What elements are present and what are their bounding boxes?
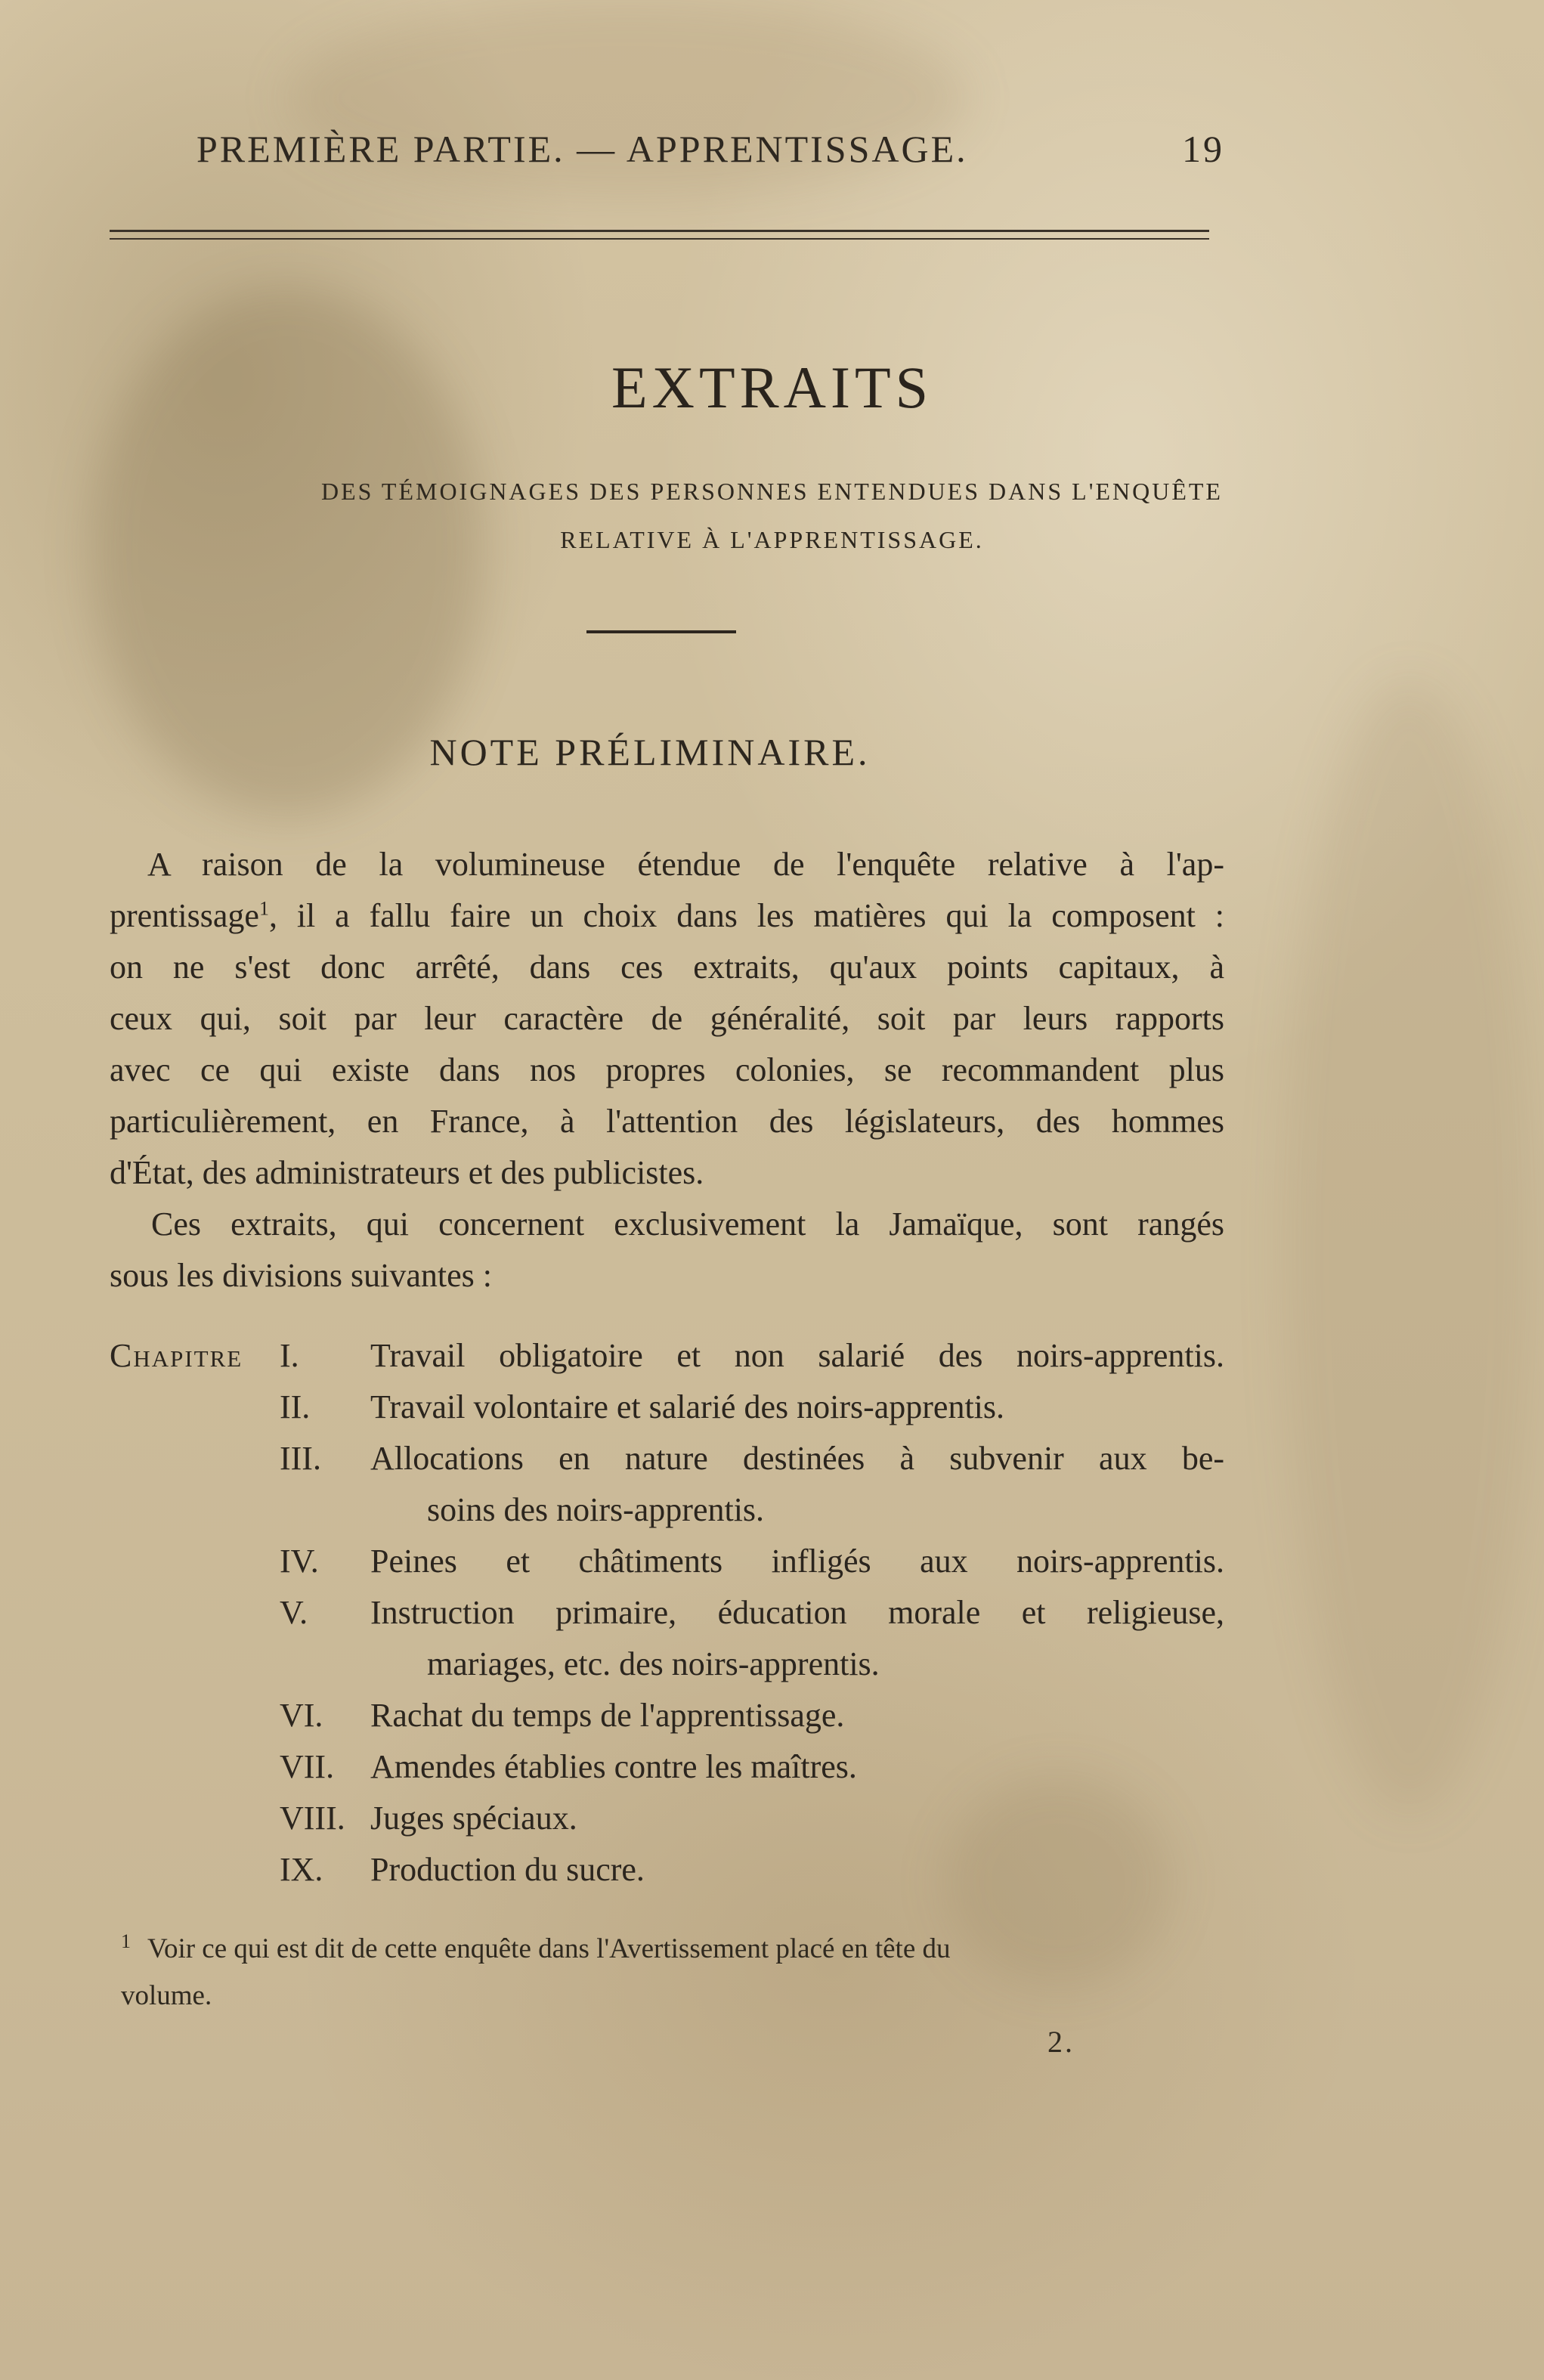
paragraph-1-line-3: on ne s'est donc arrêté, dans ces extraits, qu'aux points capitaux, à [110, 949, 1224, 986]
chapter-title: Allocations en nature destinées à subvenir aux be- [370, 1440, 1224, 1477]
page-number: 19 [1182, 128, 1224, 170]
running-head [196, 127, 1224, 171]
chapter-title: Production du sucre. [370, 1851, 645, 1888]
chapter-item [110, 1844, 1236, 1896]
chapter-title: Instruction primaire, éducation morale et religieuse, [370, 1594, 1224, 1631]
chapter-numeral: VII. [280, 1748, 335, 1785]
chapter-numeral: V. [280, 1594, 308, 1631]
footnote-text: Voir ce qui est dit de cette enquête dans l'Avertissement placé en tête du [147, 1933, 951, 1964]
chapter-item [110, 1433, 1236, 1484]
running-title: PREMIÈRE PARTIE. — APPRENTISSAGE. [196, 128, 968, 170]
paragraph-1-line-2 [110, 890, 1224, 942]
chapter-numeral: VIII. [280, 1800, 345, 1837]
chapter-numeral: IX. [280, 1851, 323, 1888]
chapter-title-continuation: mariages, etc. des noirs-apprentis. [427, 1645, 880, 1682]
section-divider [586, 630, 736, 633]
chapter-item [110, 1382, 1236, 1433]
chapter-list [110, 1330, 1236, 1905]
chapter-title: Travail obligatoire et non salarié des noirs-apprentis. [370, 1337, 1224, 1374]
paragraph-1-line-7: d'État, des administrateurs et des publicistes. [110, 1154, 704, 1191]
paragraph-2-line-2: sous les divisions suivantes : [110, 1257, 493, 1294]
chapter-item [110, 1690, 1236, 1741]
paragraph-1-line-6: particulièrement, en France, à l'attention des législateurs, des hommes [110, 1103, 1224, 1140]
chapter-item [110, 1741, 1236, 1793]
paragraph-1-line-4: ceux qui, soit par leur caractère de généralité, soit par leurs rapports [110, 1000, 1224, 1037]
chapter-item-continuation [110, 1484, 1236, 1536]
footnote-line-2: volume. [121, 1980, 212, 2011]
chapter-numeral: II. [280, 1388, 311, 1425]
chapter-item [110, 1536, 1236, 1587]
footnote-marker: 1 [121, 1930, 131, 1952]
chapter-item-continuation [110, 1639, 1236, 1690]
paper-stain [1285, 680, 1534, 1814]
chapter-numeral: IV. [280, 1543, 319, 1580]
chapter-item [110, 1587, 1236, 1639]
chapter-title: Travail volontaire et salarié des noirs-apprentis. [370, 1388, 1005, 1425]
paragraph-1-line-1: A raison de la volumineuse étendue de l'enquête relative à l'ap- [147, 846, 1224, 883]
footnote-reference: 1 [258, 897, 269, 920]
chapter-title: Amendes établies contre les maîtres. [370, 1748, 857, 1785]
chapter-label-prefix: Chapitre [110, 1337, 243, 1374]
chapter-numeral: III. [280, 1440, 321, 1477]
signature-mark: 2. [1047, 2025, 1075, 2059]
chapter-item [110, 1330, 1236, 1382]
footnote-line-1 [121, 1926, 1239, 1973]
header-double-rule [110, 230, 1209, 240]
chapter-title: Juges spéciaux. [370, 1800, 577, 1837]
line-text: , il a fallu faire un choix dans les matières qui la composent : [268, 897, 1224, 934]
chapter-title: Peines et châtiments infligés aux noirs-apprentis. [370, 1543, 1224, 1580]
note-heading: NOTE PRÉLIMINAIRE. [429, 731, 871, 773]
paragraph-2-line-1: Ces extraits, qui concernent exclusivement la Jamaïque, sont rangés [151, 1205, 1224, 1243]
subtitle-line-2: RELATIVE À L'APPRENTISSAGE. [560, 526, 984, 553]
page-title: EXTRAITS [611, 354, 933, 420]
chapter-item [110, 1793, 1236, 1844]
chapter-numeral: VI. [280, 1697, 323, 1734]
chapter-title: Rachat du temps de l'apprentissage. [370, 1697, 845, 1734]
subtitle-line-1: DES TÉMOIGNAGES DES PERSONNES ENTENDUES DANS L'ENQUÊTE [321, 478, 1223, 505]
chapter-title-continuation: soins des noirs-apprentis. [427, 1491, 765, 1528]
line-text: prentissage [110, 897, 259, 934]
paragraph-1-line-5: avec ce qui existe dans nos propres colonies, se recommandent plus [110, 1051, 1224, 1088]
chapter-numeral: I. [280, 1337, 299, 1374]
